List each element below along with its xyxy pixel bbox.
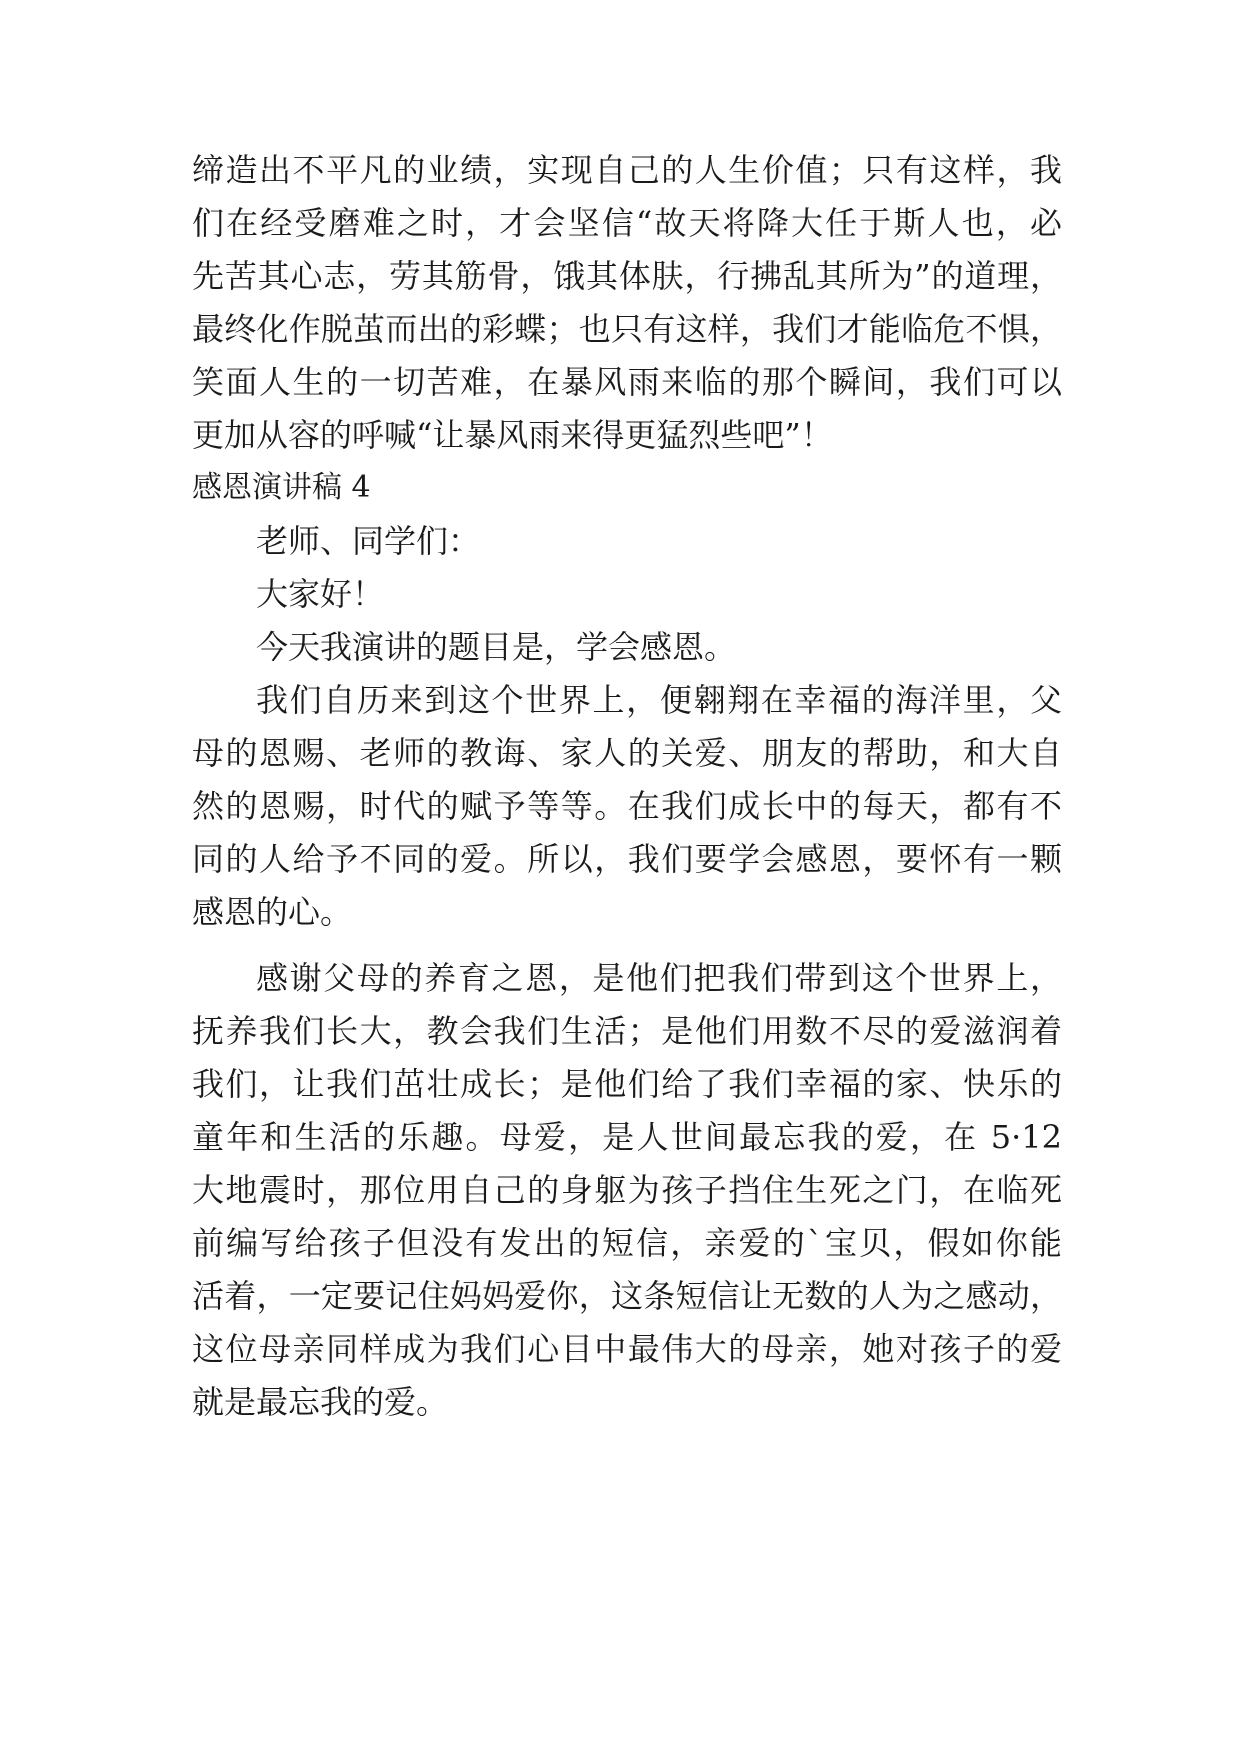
paragraph-3-line-7: 活着，一定要记住妈妈爱你，这条短信让无数的人为之感动，	[192, 1277, 1062, 1315]
greeting: 老师、同学们：	[256, 522, 481, 560]
paragraph-3-line-9: 就是最忘我的爱。	[192, 1383, 449, 1421]
paragraph-1-line-5: 笑面人生的一切苦难，在暴风雨来临的那个瞬间，我们可以	[192, 363, 1062, 401]
paragraph-3-line-3: 我们，让我们茁壮成长；是他们给了我们幸福的家、快乐的	[192, 1065, 1062, 1103]
paragraph-3-line-4: 童年和生活的乐趣。母爱，是人世间最忘我的爱，在 5·12	[192, 1118, 1062, 1156]
paragraph-3-line-6: 前编写给孩子但没有发出的短信，亲爱的`宝贝，假如你能	[192, 1224, 1062, 1262]
paragraph-1-line-3: 先苦其心志，劳其筋骨，饿其体肤，行拂乱其所为”的道理，	[192, 257, 1062, 295]
paragraph-2-line-3: 然的恩赐，时代的赋予等等。在我们成长中的每天，都有不	[192, 787, 1062, 825]
paragraph-3-line-1: 感谢父母的养育之恩，是他们把我们带到这个世界上，	[256, 959, 1062, 997]
salutation: 大家好！	[256, 575, 385, 613]
paragraph-3-line-5: 大地震时，那位用自己的身躯为孩子挡住生死之门，在临死	[192, 1171, 1062, 1209]
paragraph-3-line-2: 抚养我们长大，教会我们生活；是他们用数不尽的爱滋润着	[192, 1012, 1062, 1050]
paragraph-2-line-4: 同的人给予不同的爱。所以，我们要学会感恩，要怀有一颗	[192, 840, 1062, 878]
paragraph-2-line-2: 母的恩赐、老师的教诲、家人的关爱、朋友的帮助，和大自	[192, 734, 1062, 772]
paragraph-1-line-2: 们在经受磨难之时，才会坚信“故天将降大任于斯人也，必	[192, 204, 1062, 242]
paragraph-2-line-5: 感恩的心。	[192, 893, 353, 931]
paragraph-2-line-1: 我们自历来到这个世界上，便翱翔在幸福的海洋里，父	[256, 681, 1062, 719]
intro-line: 今天我演讲的题目是，学会感恩。	[256, 628, 737, 666]
section-title: 感恩演讲稿 4	[192, 470, 371, 505]
paragraph-1-line-1: 缔造出不平凡的业绩，实现自己的人生价值；只有这样，我	[192, 151, 1062, 189]
paragraph-1-line-6: 更加从容的呼喊“让暴风雨来得更猛烈些吧”！	[192, 416, 833, 454]
paragraph-1-line-4: 最终化作脱茧而出的彩蝶；也只有这样，我们才能临危不惧，	[192, 310, 1062, 348]
paragraph-3-line-8: 这位母亲同样成为我们心目中最伟大的母亲，她对孩子的爱	[192, 1330, 1062, 1368]
